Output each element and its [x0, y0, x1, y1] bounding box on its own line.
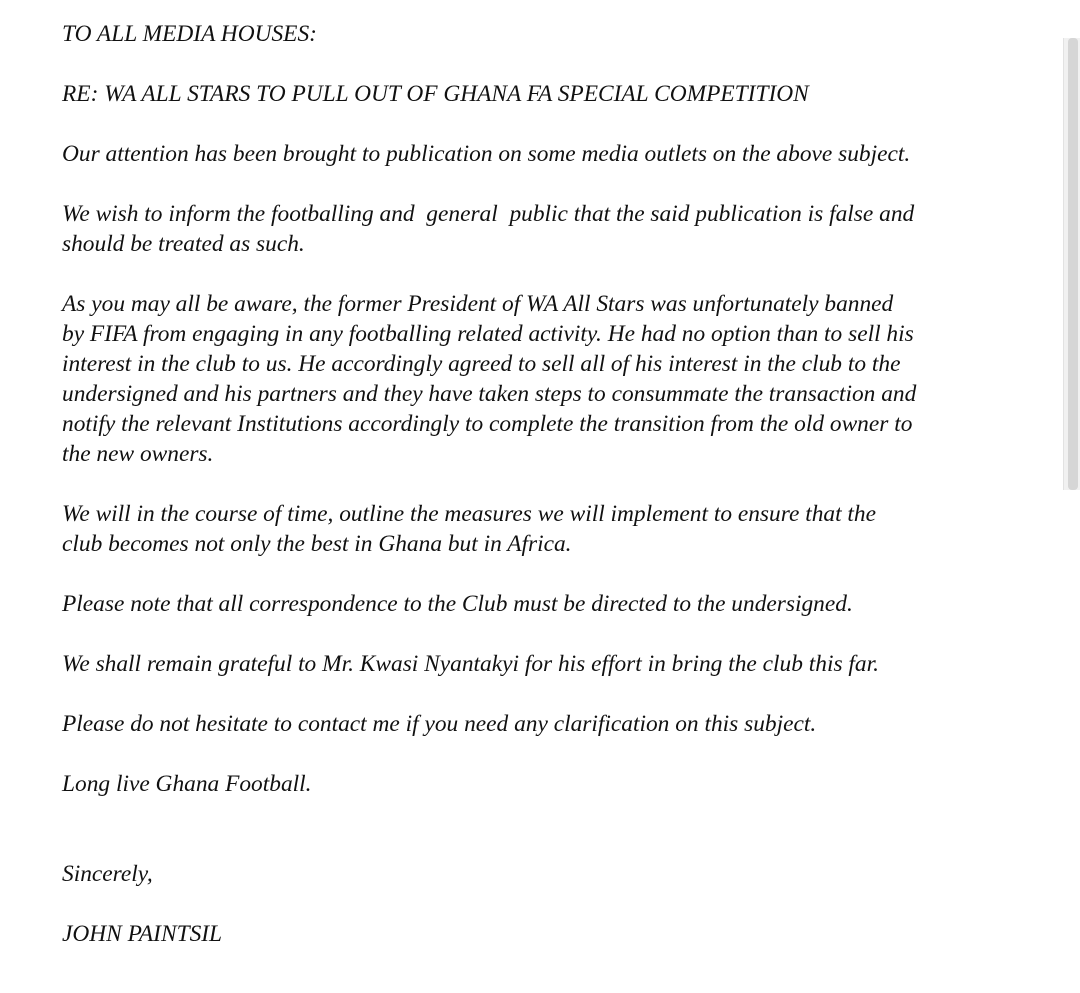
- subject-line: RE: WA ALL STARS TO PULL OUT OF GHANA FA SPECIAL COMPETITION: [62, 81, 809, 107]
- paragraph-gratitude: We shall remain grateful to Mr. Kwasi Nyantakyi for his effort in bring the club this far.: [62, 651, 879, 677]
- vertical-scrollbar[interactable]: [1063, 38, 1080, 490]
- closing: Sincerely,: [62, 861, 153, 887]
- scrollbar-thumb[interactable]: [1068, 38, 1078, 490]
- paragraph-ownership: As you may all be aware, the former President of WA All Stars was unfortunately banned by FIFA from engaging in any footballing related activity. He had no option than to sell his interest in the club to us. He accordingly agreed to sell all of his interest in the club to the undersigned and his partners and they have taken steps to consummate the transaction and notify the relevant Institutions accordingly to complete the transition from the old owner to the new owners.: [62, 291, 917, 467]
- signatory-name: JOHN PAINTSIL: [62, 921, 223, 947]
- paragraph-contact: Please do not hesitate to contact me if you need any clarification on this subject.: [62, 711, 817, 737]
- paragraph-attention: Our attention has been brought to publication on some media outlets on the above subject.: [62, 141, 911, 167]
- paragraph-inform-public: We wish to inform the footballing and general public that the said publication is false and should be treated as such.: [62, 201, 915, 257]
- paragraph-long-live: Long live Ghana Football.: [62, 771, 312, 797]
- letter-body: [62, 0, 1022, 949]
- paragraph-correspondence: Please note that all correspondence to the Club must be directed to the undersigned.: [62, 591, 853, 617]
- salutation: TO ALL MEDIA HOUSES:: [62, 21, 317, 47]
- paragraph-measures: We will in the course of time, outline the measures we will implement to ensure that the club becomes not only the best in Ghana but in Africa.: [62, 501, 877, 557]
